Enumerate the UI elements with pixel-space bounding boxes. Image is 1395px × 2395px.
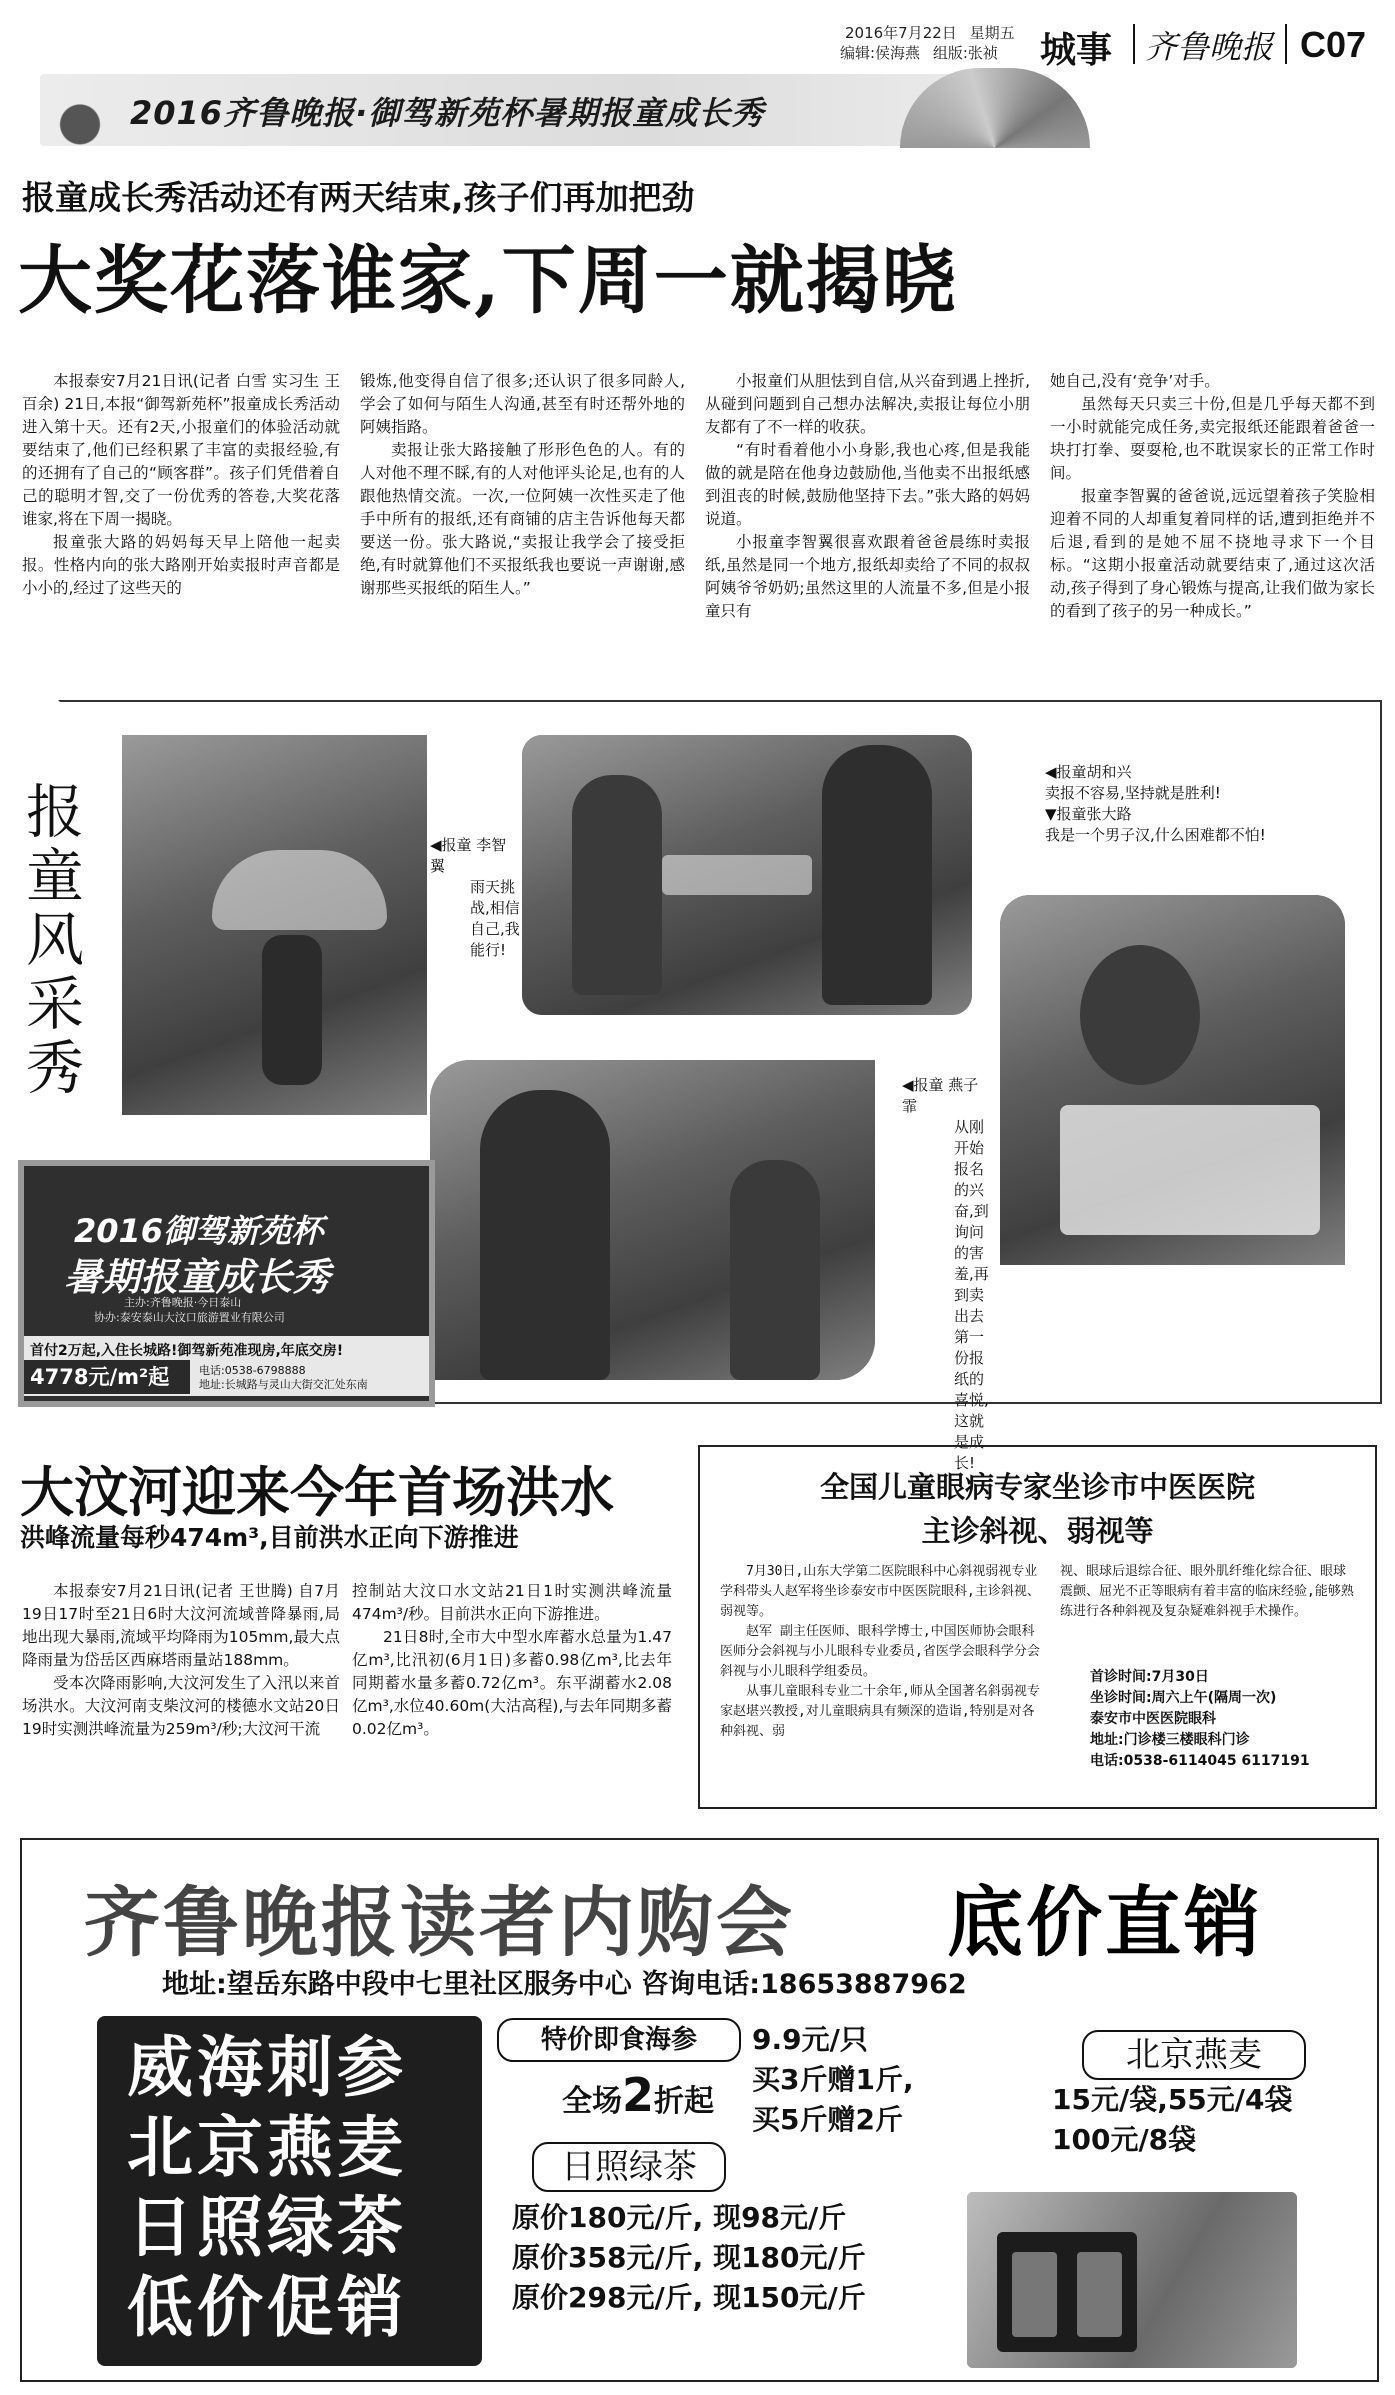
- event-banner: [40, 74, 1050, 146]
- hospital-paragraph: 赵军 副主任医师、眼科学博士,中国医师协会眼科医师分会斜视与小儿眼科专业委员,省医学会眼科学分会斜视与小儿眼科学组委员。: [720, 1624, 1040, 1679]
- lead-paragraph: 卖报让张大路接触了形形色色的人。有的人对他不理不睬,有的人对他评头论足,也有的人跟他热情交流。一次,一位阿姨一次性买走了他手中所有的报纸,还有商铺的店主告诉他每天都要送一份。张大路说,“卖报让我学会了接受拒绝,有时就算他们不买报纸我也要说一声谢谢,感谢那些买报纸的陌生人。”: [360, 441, 685, 597]
- caption-text: 雨天挑战,相信自己,我能行!: [470, 878, 520, 959]
- header-divider-2: [1285, 24, 1287, 64]
- product-list-item: 低价促销: [127, 2269, 407, 2346]
- umbrella-icon: [900, 68, 1090, 148]
- photo-boy-newspapers: [1000, 895, 1345, 1265]
- seafood-deal: 买3斤赠1斤,: [752, 2063, 914, 2096]
- lead-paragraph: 小报童们从胆怯到自信,从兴奋到遇上挫折,从碰到问题到自己想办法解决,卖报让每位小朋友都有了不一样的收获。: [705, 372, 1030, 436]
- editor-line: [840, 44, 998, 63]
- promo-board: [18, 1160, 435, 1407]
- page-number: C07: [1300, 24, 1367, 65]
- caption-boys: [1045, 762, 1375, 846]
- sale-title-emphasis: 底价直销: [947, 1878, 1263, 1967]
- promo-address: 地址:长城路与灵山大街交汇处东南: [199, 1378, 368, 1391]
- issue-weekday: 星期五: [969, 24, 1015, 42]
- oat-tag: 北京燕麦: [1082, 2030, 1306, 2080]
- header-divider: [1133, 24, 1135, 64]
- flood-paragraph: 受本次降雨影响,大汶河发生了入汛以来首场洪水。大汶河南支柴汶河的楼德水文站20日19时实测洪峰流量为259m³/秒;大汶河干流: [22, 1674, 340, 1738]
- flood-paragraph: 本报泰安7月21日讯(记者 王世腾) 自7月19日17时至21日6时大汶河流域普降暴雨,局地出现大暴雨,流域平均降雨为105mm,最大点降雨量为岱岳区西麻塔雨量站188mm。: [22, 1582, 340, 1669]
- flood-headline: 大汶河迎来今年首场洪水: [20, 1460, 614, 1524]
- caption-name: ◀报童 李智翼: [430, 836, 507, 875]
- gallery-title: [20, 780, 90, 1100]
- hospital-body-right: [1060, 1562, 1355, 1622]
- oat-price: 15元/袋,55元/4袋: [1052, 2083, 1293, 2116]
- hospital-address: 地址:门诊楼三楼眼科门诊: [1090, 1732, 1250, 1748]
- hospital-paragraph: 视、眼球后退综合征、眼外肌纤维化综合征、眼球震颤、屈光不正等眼病有着丰富的临床经验,能够熟练进行各种斜视及复杂疑难斜视手术操作。: [1060, 1564, 1354, 1619]
- seafood-tag: 特价即食海参: [497, 2018, 741, 2062]
- issue-date-line: [845, 24, 1015, 43]
- hospital-subtitle: 主诊斜视、弱视等: [921, 1514, 1154, 1548]
- discount-prefix: 全场: [562, 2084, 622, 2119]
- tea-price-row: 原价298元/斤, 现150元/斤: [512, 2281, 866, 2314]
- flood-paragraph: 21日8时,全市大中型水库蓄水总量为1.47亿m³,比汛初(6月1日)多蓄0.98亿m³,比去年同期蓄水量多蓄0.72亿m³。东平湖蓄水2.08亿m³,水位40.60m(大沽高程),与去年同期多蓄0.02亿m³。: [352, 1628, 672, 1738]
- photo-boy-elderly: [522, 735, 972, 1015]
- hospital-ad: [698, 1445, 1377, 1809]
- sale-title: 齐鲁晚报读者内购会: [84, 1878, 795, 1967]
- hospital-visit-time: 首诊时间:7月30日: [1090, 1669, 1209, 1685]
- hospital-phone: 电话:0538-6114045 6117191: [1090, 1753, 1310, 1769]
- issue-date: 2016年7月22日: [845, 24, 957, 42]
- tea-prices: [512, 2198, 866, 2318]
- editor-name: 编辑:侯海燕: [840, 44, 921, 62]
- lead-subhead: 报童成长秀活动还有两天结束,孩子们再加把劲: [22, 178, 695, 217]
- promo-phone: 电话:0538-6798888: [199, 1364, 306, 1377]
- discount: [562, 2068, 714, 2122]
- promo-line-2: 暑期报童成长秀: [64, 1255, 331, 1299]
- hospital-paragraph: 从事儿童眼科专业二十余年,师从全国著名斜弱视专家赵堪兴教授,对儿童眼病具有频深的造诣,特别是对各种斜视、弱: [720, 1684, 1040, 1739]
- caption-name: ▼报童张大路: [1045, 805, 1132, 823]
- lead-paragraph: “有时看着他小小身影,我也心疼,但是我能做的就是陪在他身边鼓励他,当他卖不出报纸感到沮丧的时候,鼓励他坚持下去。”张大路的妈妈说道。: [705, 441, 1030, 528]
- seafood-deal: 买5斤赠2斤: [752, 2103, 903, 2136]
- tea-price-row: 原价180元/斤, 现98元/斤: [512, 2201, 847, 2234]
- paper-logo: 齐鲁晚报: [1145, 28, 1274, 66]
- bird-icon: [40, 74, 120, 146]
- hospital-body-left: [720, 1562, 1042, 1742]
- promo-offer: 首付2万起,入住长城路!御驾新苑准现房,年底交房!: [30, 1343, 344, 1359]
- oat-prices: [1052, 2080, 1293, 2160]
- lead-paragraph: 她自己,没有‘竞争’对手。: [1050, 372, 1220, 390]
- caption-text: 我是一个男子汉,什么困难都不怕!: [1045, 826, 1266, 844]
- hospital-title: 全国儿童眼病专家坐诊市中医医院: [819, 1470, 1255, 1504]
- banner-title: 2016齐鲁晚报·御驾新苑杯暑期报童成长秀: [130, 94, 765, 132]
- promo-host: 主办:齐鲁晚报·今日泰山: [124, 1296, 242, 1309]
- flood-subhead: 洪峰流量每秒474m³,目前洪水正向下游推进: [20, 1523, 519, 1552]
- tea-tag: 日照绿茶: [532, 2142, 726, 2192]
- product-list-box: [97, 2016, 482, 2366]
- caption-yan-zifei: [902, 1075, 990, 1474]
- seafood-price: 9.9元/只: [752, 2023, 868, 2056]
- caption-li-zhiyi: [430, 835, 520, 961]
- gallery-title-text: 报童风采秀: [25, 778, 84, 1102]
- lead-headline: 大奖花落谁家,下周一就揭晓: [18, 238, 958, 324]
- product-list-item: 北京燕麦: [127, 2109, 407, 2186]
- lead-paragraph: 报童张大路的妈妈每天早上陪他一起卖报。性格内向的张大路刚开始卖报时声音都是小小的,经过了这些天的: [22, 533, 340, 597]
- section-name: 城事: [1040, 29, 1113, 71]
- sale-address: 地址:望岳东路中段中七里社区服务中心 咨询电话:18653887962: [162, 1969, 967, 2000]
- lead-column-3: [705, 370, 1030, 623]
- promo-co-host: 协办:泰安泰山大汶口旅游置业有限公司: [94, 1311, 285, 1324]
- flood-column-1: [22, 1580, 340, 1741]
- flood-paragraph: 控制站大汶口水文站21日1时实测洪峰流量474m³/秒。目前洪水正向下游推进。: [352, 1582, 672, 1623]
- promo-price: 4778元/m²起: [24, 1360, 190, 1394]
- caption-text: 从刚开始报名的兴奋,到询问的害羞,再到卖出去第一份报纸的喜悦,这就是成长!: [954, 1118, 989, 1472]
- product-list-item: 日照绿茶: [127, 2189, 407, 2266]
- reader-sale-ad: [20, 1838, 1379, 2382]
- lead-paragraph: 小报童李智翼很喜欢跟着爸爸晨练时卖报纸,虽然是同一个地方,报纸却卖给了不同的叔叔阿姨爷爷奶奶;虽然这里的人流量不多,但是小报童只有: [705, 533, 1030, 620]
- caption-name: ◀报童 燕子霏: [902, 1076, 979, 1115]
- promo-line-1: 2016御驾新苑杯: [74, 1212, 324, 1250]
- product-list-item: 威海刺参: [127, 2029, 407, 2106]
- lead-column-2: [360, 370, 685, 600]
- tea-product-photo: [967, 2192, 1297, 2368]
- photo-girl-woman: [430, 1060, 875, 1380]
- oat-price: 100元/8袋: [1052, 2123, 1197, 2156]
- product-list: [127, 2028, 407, 2348]
- hospital-paragraph: 7月30日,山东大学第二医院眼科中心斜视弱视专业学科带头人赵军将坐诊泰安市中医医院眼科,主诊斜视、弱视等。: [720, 1564, 1040, 1619]
- hospital-clinic-time: 坐诊时间:周六上午(隔周一次): [1090, 1690, 1277, 1706]
- caption-text: 卖报不容易,坚持就是胜利!: [1045, 784, 1221, 802]
- photo-girl-umbrella: [122, 735, 427, 1115]
- hospital-place: 泰安市中医医院眼科: [1090, 1711, 1216, 1727]
- lead-paragraph: 报童李智翼的爸爸说,远远望着孩子笑脸相迎着不同的人却重复着同样的话,遭到拒绝并不后退,看到的是她不屈不挠地寻求下一个目标。“这期小报童活动就要结束了,通过这次活动,孩子得到了身心锻炼与提高,让我们做为家长的看到了孩子的另一种成长。”: [1050, 487, 1375, 620]
- caption-name: ◀报童胡和兴: [1045, 763, 1132, 781]
- lead-paragraph: 虽然每天只卖三十份,但是几乎每天都不到一小时就能完成任务,卖完报纸还能跟着爸爸一块打打拳、耍耍枪,也不耽误家长的正常工作时间。: [1050, 395, 1375, 482]
- layout-name: 组版:张祯: [932, 44, 998, 62]
- discount-suffix: 折起: [654, 2084, 715, 2119]
- flood-column-2: [352, 1580, 672, 1741]
- lead-paragraph: 锻炼,他变得自信了很多;还认识了很多同龄人,学会了如何与陌生人沟通,甚至有时还帮外地的阿姨指路。: [360, 372, 685, 436]
- seafood-prices: [752, 2020, 914, 2140]
- lead-paragraph: 本报泰安7月21日讯(记者 白雪 实习生 王百余) 21日,本报“御驾新苑杯”报童成长秀活动进入第十天。还有2天,小报童们的体验活动就要结束了,他们已经积累了丰富的卖报经验,有的还拥有了自己的“顾客群”。孩子们凭借着自己的聪明才智,交了一份优秀的答卷,大奖花落谁家,将在下周一揭晓。: [22, 372, 340, 528]
- hospital-info: [1090, 1667, 1310, 1772]
- lead-column-4: [1050, 370, 1375, 623]
- tea-box-icon: [997, 2232, 1137, 2352]
- discount-number: 2: [622, 2068, 655, 2122]
- tea-price-row: 原价358元/斤, 现180元/斤: [512, 2241, 866, 2274]
- lead-column-1: [22, 370, 340, 600]
